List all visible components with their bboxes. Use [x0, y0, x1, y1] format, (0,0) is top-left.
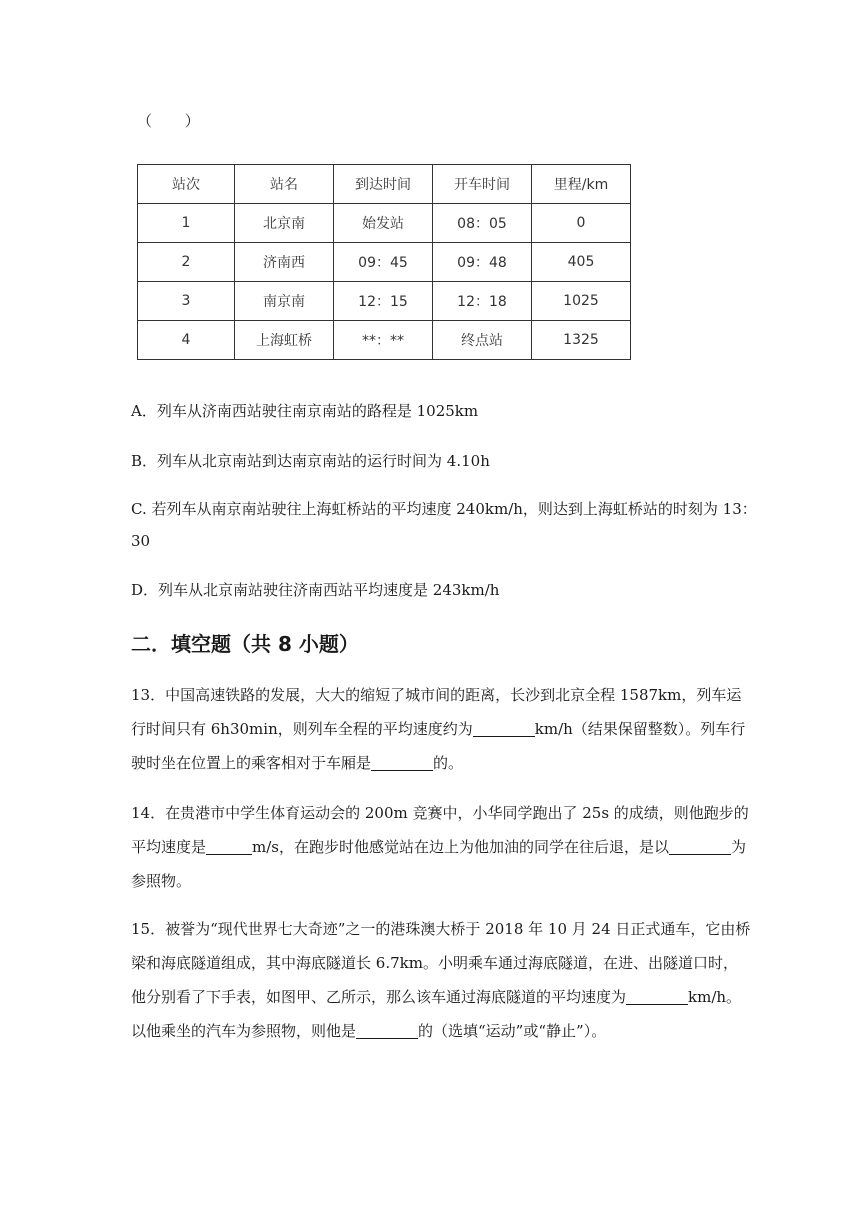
- question-15-text: 他分别看了下手表，如图甲、乙所示，那么该车通过海底隧道的平均速度为: [131, 988, 627, 1006]
- table-row: [138, 282, 631, 321]
- train-timetable: [137, 164, 631, 360]
- table-cell: 1: [138, 204, 235, 243]
- question-14-line1: 14．在贵港市中学生体育运动会的 200m 竞赛中，小华同学跑出了 25s 的成绩，则他跑步的: [131, 804, 749, 822]
- option-b: B．列车从北京南站到达南京南站的运行时间为 4.10h: [131, 452, 490, 470]
- table-cell: 南京南: [235, 282, 334, 321]
- question-13-text: 驶时坐在位置上的乘客相对于车厢是: [131, 754, 372, 772]
- table-cell: 终点站: [433, 321, 532, 360]
- table-row: [138, 243, 631, 282]
- question-15-text: 的（选填“运动”或“静止”）。: [418, 1022, 607, 1040]
- previous-question-answer-parentheses: （ ）: [137, 112, 214, 130]
- option-d: D．列车从北京南站驶往济南西站平均速度是 243km/h: [131, 581, 500, 599]
- answer-blank: [669, 839, 731, 855]
- question-13-text: km/h（结果保留整数）。列车行: [534, 720, 746, 738]
- table-cell: 2: [138, 243, 235, 282]
- question-13-text: 行时间只有 6h30min，则列车全程的平均速度约为: [131, 720, 473, 738]
- question-13-line3: [131, 746, 745, 780]
- section-title: 二．填空题（共 8 小题）: [131, 632, 359, 656]
- question-15-line3: [131, 980, 750, 1014]
- table-cell: 3: [138, 282, 235, 321]
- table-cell: 始发站: [334, 204, 433, 243]
- table-cell: 1025: [532, 282, 631, 321]
- table-cell: 08：05: [433, 204, 532, 243]
- option-a: A．列车从济南西站驶往南京南站的路程是 1025km: [131, 402, 479, 420]
- header-departure-time: 开车时间: [433, 165, 532, 204]
- option-c-line2: 30: [131, 532, 151, 550]
- table-cell: 0: [532, 204, 631, 243]
- question-13-text: 的。: [433, 754, 464, 772]
- header-mileage: 里程/km: [532, 165, 631, 204]
- table-cell: 上海虹桥: [235, 321, 334, 360]
- question-14-text: 为: [731, 838, 747, 856]
- table-header-row: [138, 165, 631, 204]
- answer-blank: [473, 721, 535, 737]
- table-cell: **：**: [334, 321, 433, 360]
- question-15-text: km/h。: [688, 988, 742, 1006]
- answer-blank: [206, 839, 252, 855]
- question-15-line1: 15．被誉为“现代世界七大奇迹”之一的港珠澳大桥于 2018 年 10 月 24 日正式通车，它由桥: [131, 920, 751, 938]
- table-cell: 1325: [532, 321, 631, 360]
- table-cell: 12：15: [334, 282, 433, 321]
- header-arrival-time: 到达时间: [334, 165, 433, 204]
- answer-blank: [356, 1023, 418, 1039]
- header-station-number: 站次: [138, 165, 235, 204]
- table-cell: 北京南: [235, 204, 334, 243]
- question-13-line1: 13．中国高速铁路的发展，大大的缩短了城市间的距离，长沙到北京全程 1587km，列车运: [131, 686, 742, 704]
- table-row: [138, 321, 631, 360]
- question-14: [131, 796, 749, 898]
- question-14-line2: [131, 830, 749, 864]
- question-15-line2: 梁和海底隧道组成，其中海底隧道长 6.7km。小明乘车通过海底隧道，在进、出隧道口时，: [131, 954, 738, 972]
- question-14-text: m/s，在跑步时他感觉站在边上为他加油的同学在往后退，是以: [252, 838, 669, 856]
- answer-blank: [626, 989, 688, 1005]
- question-13-line2: [131, 712, 745, 746]
- question-15: [131, 912, 750, 1048]
- table-cell: 09：48: [433, 243, 532, 282]
- table-cell: 4: [138, 321, 235, 360]
- question-15-text: 以他乘坐的汽车为参照物，则他是: [131, 1022, 357, 1040]
- question-14-line3: 参照物。: [131, 872, 192, 890]
- table-cell: 405: [532, 243, 631, 282]
- option-c-line1: C. 若列车从南京南站驶往上海虹桥站的平均速度 240km/h，则达到上海虹桥站的时刻为 13：: [131, 500, 757, 518]
- header-station-name: 站名: [235, 165, 334, 204]
- question-13: [131, 678, 745, 780]
- answer-blank: [371, 755, 433, 771]
- table-cell: 09：45: [334, 243, 433, 282]
- table-cell: 12：18: [433, 282, 532, 321]
- table-row: [138, 204, 631, 243]
- question-15-line4: [131, 1014, 750, 1048]
- table-cell: 济南西: [235, 243, 334, 282]
- question-14-text: 平均速度是: [131, 838, 207, 856]
